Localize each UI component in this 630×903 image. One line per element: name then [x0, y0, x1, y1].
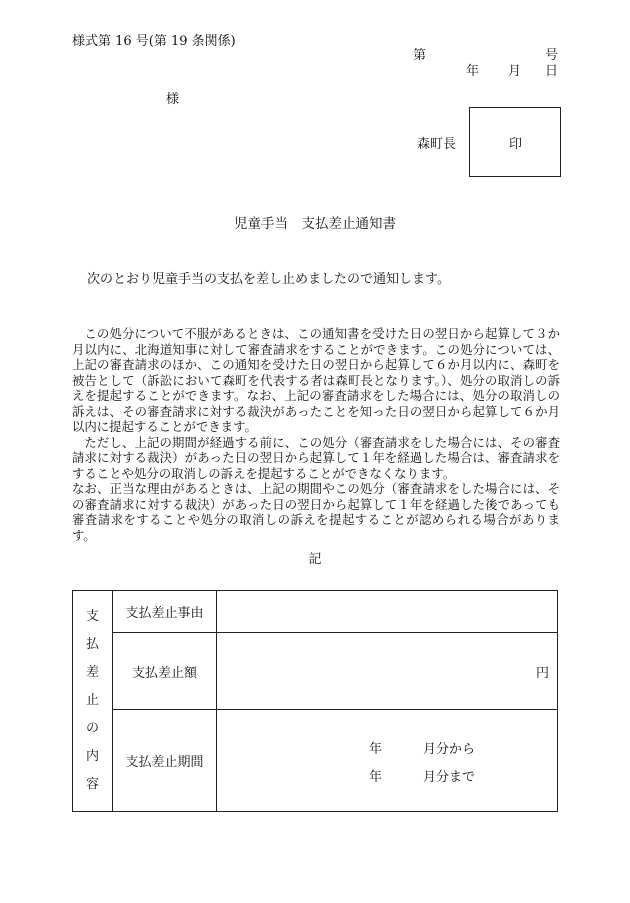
- period-to-year: 年: [369, 770, 383, 785]
- period-to: [369, 766, 475, 785]
- appeal-paragraph-1: この処分について不服があるときは、この通知書を受けた日の翌日から起算して３か月以内に、北海道知事に対して審査請求をすることができます。この処分については、上記の審査請求のほか、この通知を受けた日の翌日から起算して６か月以内に、森町を被告として（訴訟において森町を代表する者は森町長となります。）、処分の取消しの訴えを提起することができます。なお、上記の審査請求をした場合には、処分の取消しの訴えは、その審査請求に対する裁決があったことを知った日の翌日から起算して６か月以内に提起することができます。: [72, 326, 560, 434]
- details-table: [72, 590, 558, 812]
- appeal-paragraph-3: なお、正当な理由があるときは、上記の期間やこの処分（審査請求をした場合には、その審査請求に対する裁決）があった日の翌日から起算して１年を経過した後であっても審査請求をすることや処分の取消しの訴えを提起することが認められる場合があります。: [72, 481, 560, 543]
- addressee-suffix: 様: [166, 92, 180, 107]
- vertical-char: 支: [85, 609, 99, 624]
- appeal-notice: [72, 326, 560, 543]
- vertical-char: の: [85, 721, 99, 736]
- issuer-name: 森町長: [417, 137, 457, 152]
- form-number: 様式第 16 号(第 19 条関係): [72, 34, 236, 49]
- vertical-char: 払: [85, 637, 99, 652]
- intro-text: 次のとおり児童手当の支払を差し止めましたので通知します。: [87, 272, 450, 287]
- period-from-month: 月分から: [423, 742, 476, 757]
- date-month: 月: [508, 64, 522, 79]
- reason-label: 支払差止事由: [113, 591, 217, 633]
- period-from-year: 年: [369, 742, 383, 757]
- seal-mark: 印: [509, 137, 523, 152]
- vertical-char: 差: [85, 665, 99, 680]
- amount-value[interactable]: [217, 633, 558, 710]
- period-from: [369, 738, 475, 757]
- table-row: [73, 710, 558, 812]
- appeal-paragraph-2: ただし、上記の期間が経過する前に、この処分（審査請求をした場合には、その審査請求に対する裁決）があった日の翌日から起算して１年を経過した場合は、審査請求をすることや処分の取消しの訴えを提起することができなくなります。: [72, 434, 560, 481]
- table-row: [73, 591, 558, 633]
- amount-label: 支払差止額: [113, 633, 217, 710]
- vertical-char: 止: [85, 693, 99, 708]
- reason-value[interactable]: [217, 591, 558, 633]
- number-prefix: 第: [413, 48, 427, 63]
- vertical-char: 内: [85, 749, 99, 764]
- document-title: 児童手当 支払差止通知書: [234, 216, 396, 232]
- vertical-char: 容: [85, 777, 99, 792]
- period-to-month: 月分まで: [423, 770, 476, 785]
- period-label: 支払差止期間: [113, 710, 217, 812]
- ki-heading: 記: [308, 552, 322, 567]
- yen-unit: 円: [535, 665, 549, 681]
- number-suffix: 号: [545, 48, 559, 63]
- date-day: 日: [545, 64, 559, 79]
- period-value[interactable]: [217, 710, 558, 812]
- date-year: 年: [466, 64, 480, 79]
- table-row: [73, 633, 558, 710]
- vertical-label: [73, 591, 113, 812]
